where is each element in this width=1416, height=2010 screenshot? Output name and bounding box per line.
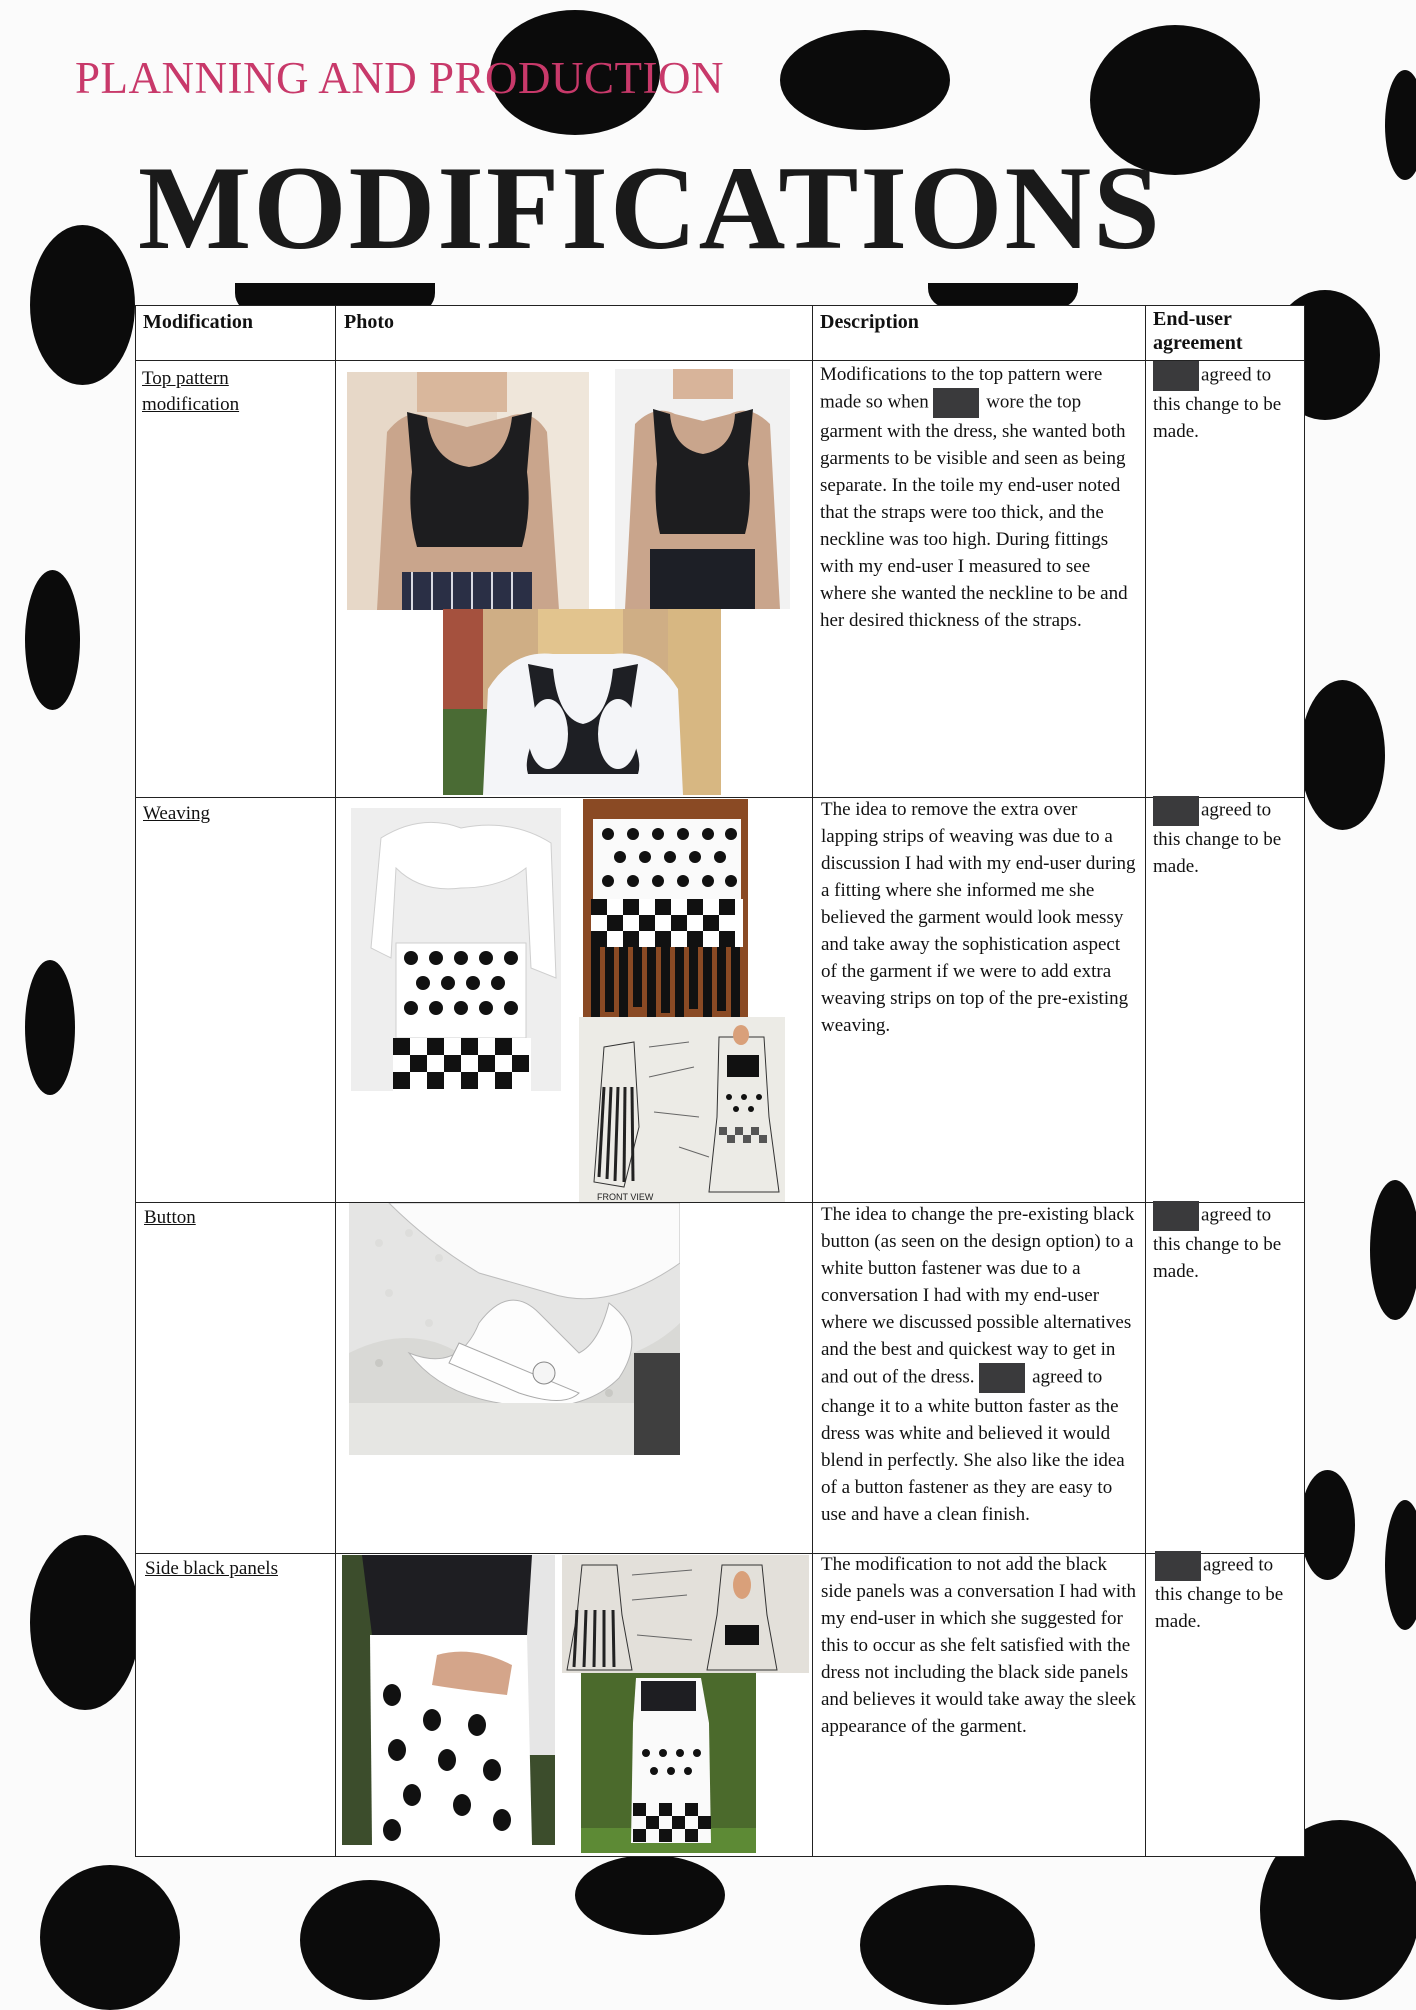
photo-crop-top-revised bbox=[615, 369, 790, 609]
photo-side-panels-design-sketch bbox=[562, 1555, 809, 1673]
modification-label-weaving: Weaving bbox=[143, 803, 211, 824]
agreement-button: agreed to this change to be made. bbox=[1153, 1201, 1298, 1285]
redacted-name bbox=[1153, 796, 1199, 826]
photo-button-fastener bbox=[349, 1203, 680, 1455]
column-header-description: Description bbox=[820, 311, 919, 333]
agreement-top-pattern: agreed to this change to be made. bbox=[1153, 361, 1298, 445]
photo-weaving-dress-flat bbox=[351, 808, 561, 1091]
redacted-name bbox=[1153, 361, 1199, 391]
column-header-end-user-agreement: End-user agreement bbox=[1153, 308, 1243, 354]
column-header-photo: Photo bbox=[344, 311, 394, 333]
description-top-pattern: Modifications to the top pattern were made so when wore the top garment with the dress, she wanted both garments to be visible and seen as being separate. In the toile my end-user noted that the straps were too thick, and the neckline was too high. During fittings with my end-user I measured to see where she wanted the neckline to be and her desired thickness of the straps. bbox=[820, 364, 1128, 631]
section-title: PLANNING AND PRODUCTION bbox=[75, 53, 725, 103]
redacted-name bbox=[979, 1363, 1025, 1393]
agreement-weaving: agreed to this change to be made. bbox=[1153, 796, 1298, 880]
modification-label-side-black-panels: Side black panels bbox=[145, 1558, 278, 1579]
agreement-side-black-panels: agreed to this change to be made. bbox=[1155, 1551, 1300, 1635]
description-side-black-panels: The modification to not add the black side panels was a conversation I had with my end-user in which she suggested for this to occur as she felt satisfied with the dress not including the black side panels and believes it would take away the sleek appearance of the garment. bbox=[821, 1554, 1136, 1737]
page-title: MODIFICATIONS bbox=[138, 141, 1162, 274]
modification-label-top-pattern: Top pattern modification bbox=[142, 368, 240, 415]
photo-weaving-skirt bbox=[583, 799, 748, 1017]
redacted-name bbox=[1155, 1551, 1201, 1581]
photo-weaving-design-sketch bbox=[579, 1017, 785, 1202]
photo-crop-top-with-dress bbox=[443, 609, 721, 795]
modification-label-button: Button bbox=[144, 1207, 196, 1228]
description-button: The idea to change the pre-existing black button (as seen on the design option) to a white button fastener was due to a conversation I had with my end-user where we discussed possible alternatives and the best and quickest way to get in and out of the dress. agreed to change it to a white button faster as the dress was white and believed it would blend in perfectly. She also like the idea of a button fastener as they are easy to use and have a clean finish. bbox=[821, 1204, 1135, 1525]
redacted-name bbox=[933, 388, 979, 418]
modifications-table bbox=[135, 305, 1305, 1857]
column-header-modification: Modification bbox=[143, 311, 253, 333]
photo-side-panels-dress bbox=[342, 1555, 555, 1845]
photo-crop-top-front bbox=[347, 372, 589, 610]
sketch-label-front-view: FRONT VIEW bbox=[597, 1192, 654, 1202]
photo-side-panels-final-dress bbox=[581, 1673, 756, 1853]
redacted-name bbox=[1153, 1201, 1199, 1231]
description-weaving: The idea to remove the extra over lapping strips of weaving was due to a discussion I had with my end-user during a fitting where she informed me she believed the garment would look messy and take away the sophistication aspect of the garment if we were to add extra weaving strips on top of the pre-existing weaving. bbox=[821, 799, 1136, 1036]
